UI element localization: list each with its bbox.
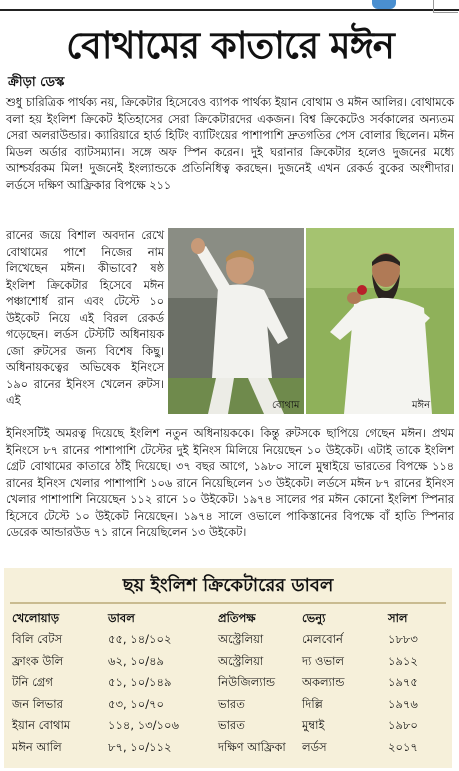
header-year: সাল	[388, 610, 408, 625]
header-player: খেলোয়াড়	[12, 610, 60, 625]
cell-year: ১৮৮৩	[388, 632, 418, 647]
header-opponent: প্রতিপক্ষ	[218, 610, 256, 625]
botham-photo	[168, 228, 304, 414]
moeen-caption: মঈন	[412, 400, 431, 411]
botham-caption: বোথাম	[272, 400, 300, 411]
header-double: ডাবল	[108, 610, 135, 625]
cell-year: ২০১৭	[388, 739, 418, 754]
cell-opponent: অস্ট্রেলিয়া	[218, 632, 264, 647]
cell-venue: অকল্যান্ড	[302, 675, 345, 690]
cell-opponent: ভারত	[218, 718, 245, 733]
top-rule	[0, 9, 459, 11]
corner-mark	[433, 0, 458, 13]
doubles-table	[12, 608, 448, 759]
table-row	[12, 652, 448, 674]
cell-venue: লর্ডস	[302, 739, 327, 754]
cell-player: ফ্রাংক উলি	[12, 653, 64, 668]
cell-double: ১১৪, ১৩/১০৬	[108, 718, 179, 733]
cell-player: ইয়ান বোথাম	[12, 718, 71, 733]
cell-double: ৫১, ১০/১৪৯	[108, 675, 172, 690]
cell-opponent: দক্ষিণ আফ্রিকা	[218, 739, 286, 754]
cell-year: ১৯৮০	[388, 718, 418, 733]
cell-venue: মেলবোর্ন	[302, 632, 343, 647]
cell-opponent: ভারত	[218, 696, 245, 711]
table-row	[12, 716, 448, 738]
cell-year: ১৯১২	[388, 653, 418, 668]
table-rule	[10, 602, 446, 604]
cell-opponent: অস্ট্রেলিয়া	[218, 653, 264, 668]
cell-opponent: নিউজিল্যান্ড	[218, 675, 276, 690]
cell-double: ৫৩, ১০/৭০	[108, 696, 165, 711]
cell-venue: মুম্বাই	[302, 718, 325, 733]
cell-year: ১৯৭৫	[388, 675, 418, 690]
article-paragraph-3: ইনিংসটিই অমরত্ব দিয়েছে ইংলিশ নতুন অধিনায়ককে। কিন্তু রুটসকে ছাপিয়ে গেছেন মঈন। প্রথম ইনিংসে ৮৭ রানের পাশাপাশি টেস্টের দুই ইনিংস মিলিয়ে নিয়েছেন ১০ উইকেট। এটাই তাকে ইংলিশ গ্রেট বোথামের কাতারে ঠাঁই দিয়েছে। ৩৭ বছর আগে, ১৯৮০ সালে মুম্বাইয়ে ভারতের বিপক্ষে ১১৪ রানের ইনিংস খেলার পাশাপাশি ১০৬ রানে নিয়েছিলেন ১৩ উইকেট। লর্ডসে মঈন ৮৭ রানের ইনিংস খেলার পাশাপাশি নিয়েছেন ১১২ রানে ১০ উইকেট। ১৯৭৪ সালের পর মঈন কোনো ইংলিশ স্পিনার হিসেবে টেস্টে ১০ উইকেট নিয়েছেন। ১৯৭৪ সালে ওভালে পাকিস্তানের বিপক্ষে বাঁ হাতি স্পিনার ডেরেক আন্ডারউড ৭১ রানে নিয়েছিলেন ১৩ উইকেট।	[6, 427, 454, 539]
byline: ক্রীড়া ডেস্ক	[8, 75, 65, 90]
headline: বোথামের কাতারে মঈন	[66, 24, 394, 67]
doubles-table-box	[4, 568, 452, 768]
table-row	[12, 695, 448, 717]
cell-double: ৫৫, ১৪/১০২	[108, 632, 172, 647]
table-row	[12, 738, 448, 760]
cell-venue: দিল্লি	[302, 696, 323, 711]
masthead-mark	[372, 0, 396, 9]
cell-player: টনি গ্রেগ	[12, 675, 53, 690]
cell-double: ৬২, ১০/৪৯	[108, 653, 165, 668]
cell-player: জন লিভার	[12, 696, 63, 711]
table-title: ছয় ইংলিশ ক্রিকেটারের ডাবল	[122, 575, 334, 596]
top-bar	[0, 0, 459, 14]
cell-player: মঈন আলি	[12, 739, 62, 754]
cell-double: ৮৭, ১০/১১২	[108, 739, 172, 754]
article-paragraph-2: রানের জয়ে বিশাল অবদান রেখে বোথামের পাশে নিজের নাম লিখেছেন মঈন। কীভাবে? ষষ্ঠ ইংলিশ ক্রিকেটার হিসেবে মঈন পঞ্চাশোর্ধ রান এবং টেস্টে ১০ উইকেট নিয়ে এই বিরল রেকর্ড গড়েছেন। লর্ডস টেস্টটি অধিনায়ক জো রুটসের জন্য বিশেষ কিছু। অধিনায়কত্বের অভিষেক ইনিংসে ১৯০ রানের ইনিংস খেলেন রুটস। এই	[6, 229, 164, 407]
moeen-photo	[306, 228, 454, 414]
table-header-row	[12, 608, 448, 630]
cell-venue: দ্য ওভাল	[302, 653, 344, 668]
cell-player: বিলি বেটস	[12, 632, 63, 647]
header-venue: ভেন্যু	[302, 610, 326, 625]
table-row	[12, 673, 448, 695]
article-paragraph-1: শুধু চারিত্রিক পার্থক্য নয়, ক্রিকেটার হিসেবেও ব্যাপক পার্থক্য ইয়ান বোথাম ও মঈন আলির। বোথামকে বলা হয় ইংলিশ ক্রিকেট ইতিহাসের সেরা ক্রিকেটারদের একজন। বিশ্ব ক্রিকেটেও সর্বকালের অন্যতম সেরা অলরাউন্ডার। ক্যারিয়ারে হার্ড হিটিং ব্যাটিংয়ের পাশাপাশি দ্রুতগতির পেস বোলার ছিলেন। মঈন মিডল অর্ডার ব্যাটসম্যান। সঙ্গে অফ স্পিন করেন। দুই ঘরানার ক্রিকেটার হলেও দুজনের মধ্যে আশ্চর্যরকম মিল! দুজনেই ইংল্যান্ডকে প্রতিনিধিত্ব করছেন। দুজনেই এখন রেকর্ড বুকের অংশীদার। লর্ডসে দক্ষিণ আফ্রিকার বিপক্ষে ২১১	[6, 96, 454, 192]
cell-year: ১৯৭৬	[388, 696, 418, 711]
table-row	[12, 630, 448, 652]
